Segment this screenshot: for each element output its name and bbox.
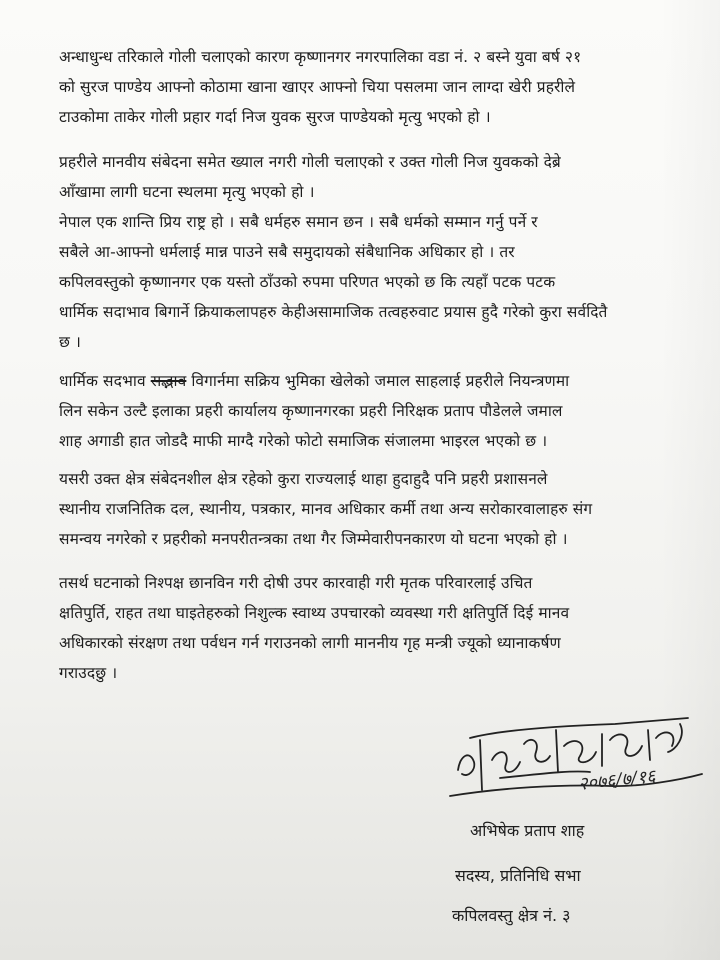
- paragraph-1: [59, 42, 691, 132]
- paragraph-line: आँखामा लागी घटना स्थलमा मृत्यु भएको हो ।: [59, 183, 315, 201]
- signer-constituency: कपिलवस्तु क्षेत्र नं. ३: [452, 906, 571, 925]
- paragraph-line: अन्धाधुन्ध तरिकाले गोली चलाएको कारण कृष्णानगर नगरपालिका वडा नं. २ बस्ने युवा बर्ष २१: [59, 48, 582, 66]
- paragraph-line: प्रहरीले मानवीय संबेदना समेत ख्याल नगरी गोली चलाएको र उक्त गोली निज युवकको देब्रे: [59, 153, 561, 171]
- paragraph-line: कपिलवस्तुको कृष्णानगर एक यस्तो ठाँउको रुपमा परिणत भएको छ कि त्यहाँ पटक पटक: [59, 273, 556, 291]
- paragraph-line: स्थानीय राजनितिक दल, स्थानीय, पत्रकार, मानव अधिकार कर्मी तथा अन्य सरोकारवालाहरु संग: [59, 500, 593, 518]
- paragraph-line: समन्वय नगरेको र प्रहरीको मनपरीतन्त्रका तथा गैर जिम्मेवारीपनकारण यो घटना भएको हो ।: [59, 530, 568, 548]
- paragraph-6: [59, 568, 691, 688]
- paragraph-line: धार्मिक सदभाव सद्भाव विगार्नमा सक्रिय भुमिका खेलेको जमाल साहलाई प्रहरीले नियन्त्रणमा: [59, 372, 570, 390]
- paragraph-line: सबैले आ-आफ्नो धर्मलाई मान्न पाउने सबै समुदायको संबैधानिक अधिकार हो । तर: [59, 243, 515, 261]
- paragraph-4: [59, 366, 691, 456]
- paragraph-line: लिन सकेन उल्टै इलाका प्रहरी कार्यालय कृष्णानगरका प्रहरी निरिक्षक प्रताप पौडेलले जमाल: [59, 402, 563, 420]
- paragraph-line: अधिकारको संरक्षण तथा पर्वधन गर्न गराउनको लागी माननीय गृह मन्त्री ज्यूको ध्यानाकर्षण: [59, 634, 561, 652]
- handwritten-signature: [440, 700, 710, 810]
- paragraph-line: छ ।: [59, 333, 81, 351]
- paragraph-line: तसर्थ घटनाको निश्पक्ष छानविन गरी दोषी उपर कारवाही गरी मृतक परिवारलाई उचित: [59, 574, 533, 592]
- paragraph-2: [59, 147, 691, 207]
- paragraph-line: टाउकोमा ताकेर गोली प्रहार गर्दा निज युवक सुरज पाण्डेयको मृत्यु भएको हो ।: [59, 108, 491, 126]
- signature-date: २०७६/७/१६: [577, 765, 657, 795]
- signer-title: सदस्य, प्रतिनिधि सभा: [455, 866, 581, 885]
- paragraph-3: [59, 207, 691, 357]
- paragraph-line: धार्मिक सदाभाव बिगार्ने क्रियाकलापहरु केहीअसामाजिक तत्वहरुवाट प्रयास हुदै गरेको कुरा सर्वदितै: [59, 303, 608, 321]
- paragraph-line: नेपाल एक शान्ति प्रिय राष्ट्र हो । सबै धर्महरु समान छन । सबै धर्मको सम्मान गर्नु पर्ने र: [59, 213, 538, 231]
- struck-word: सद्भाव: [150, 372, 187, 390]
- signer-name: अभिषेक प्रताप शाह: [470, 821, 585, 840]
- paragraph-line: शाह अगाडी हात जोडदै माफी माग्दै गरेको फोटो समाजिक संजालमा भाइरल भएको छ ।: [59, 432, 548, 450]
- paragraph-5: [59, 464, 691, 554]
- paragraph-line: को सुरज पाण्डेय आफ्नो कोठामा खाना खाएर आफ्नो चिया पसलमा जान लाग्दा खेरी प्रहरीले: [59, 78, 576, 96]
- paragraph-line: गराउदछु ।: [59, 664, 118, 682]
- paragraph-line: क्षतिपुर्ति, राहत तथा घाइतेहरुको निशुल्क स्वाथ्य उपचारको व्यवस्था गरी क्षतिपुर्ति दिई मानव: [59, 604, 570, 622]
- paragraph-line: यसरी उक्त क्षेत्र संबेदनशील क्षेत्र रहेको कुरा राज्यलाई थाहा हुदाहुदै पनि प्रहरी प्रशासनले: [59, 470, 548, 488]
